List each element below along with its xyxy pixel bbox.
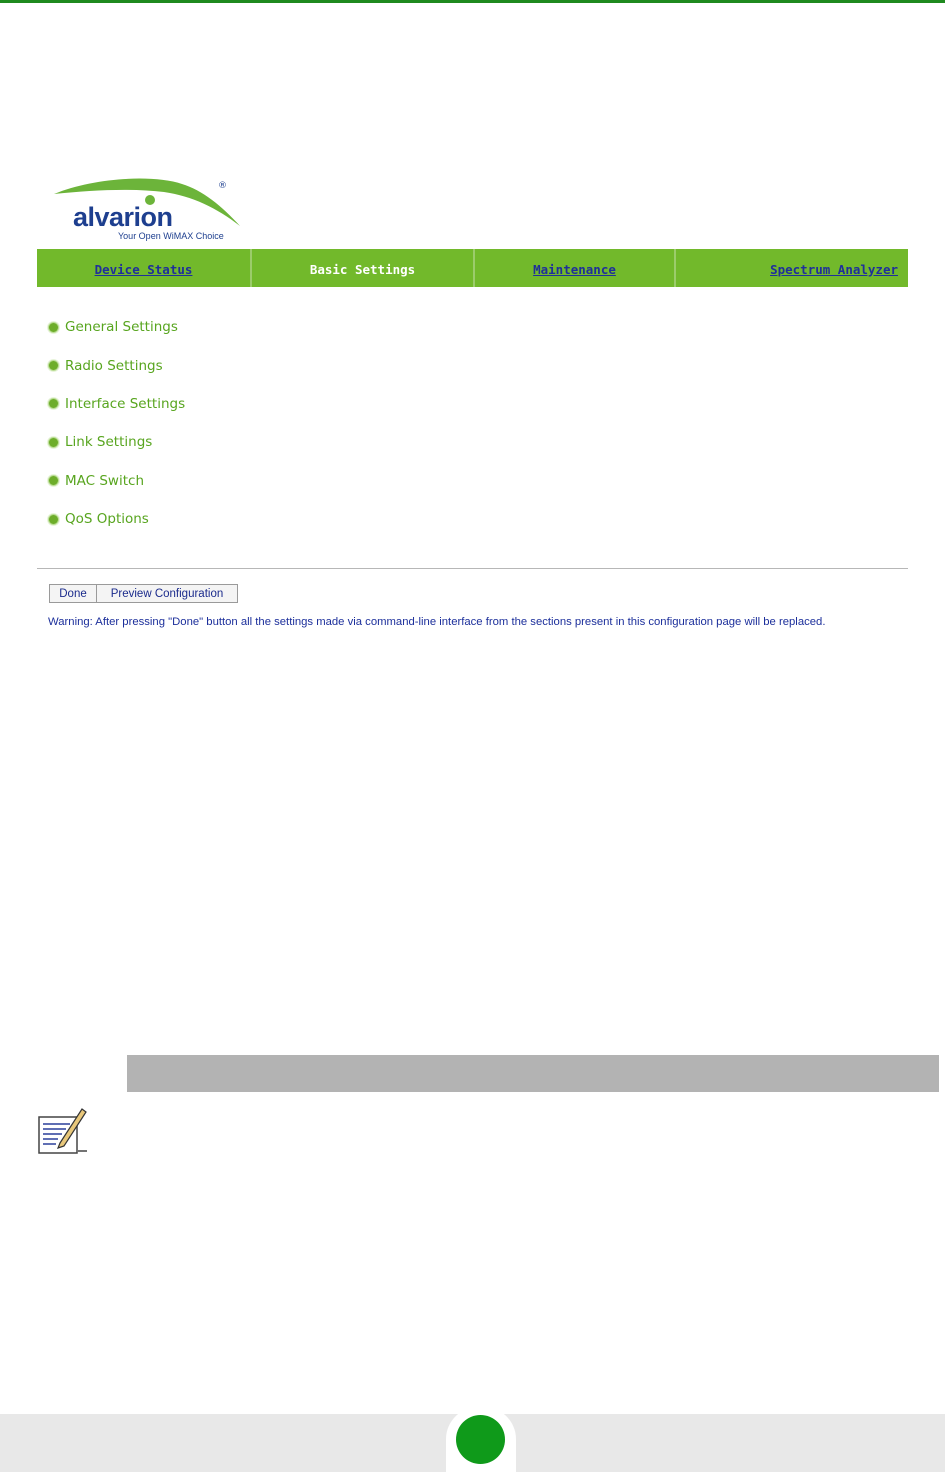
bullet-icon: [48, 437, 59, 448]
menu-item-label: Radio Settings: [65, 357, 163, 374]
preview-configuration-button[interactable]: Preview Configuration: [97, 584, 238, 603]
top-rule: [0, 0, 945, 3]
bullet-icon: [48, 475, 59, 486]
menu-item-label: Interface Settings: [65, 395, 186, 412]
settings-menu: [48, 312, 185, 542]
warning-text: Warning: After pressing "Done" button all the settings made via command-line interface from the sections present in this configuration page will be replaced.: [48, 616, 826, 628]
logo-registered-mark: ®: [218, 181, 227, 191]
menu-item-label: Link Settings: [65, 434, 153, 451]
tab-basic-settings[interactable]: Basic Settings: [252, 249, 475, 287]
tab-device-status[interactable]: Device Status: [37, 249, 252, 287]
bullet-icon: [48, 514, 59, 525]
bullet-icon: [48, 322, 59, 333]
menu-item-radio-settings[interactable]: [48, 350, 185, 388]
menu-item-interface-settings[interactable]: [48, 389, 185, 427]
menu-item-label: MAC Switch: [65, 472, 144, 489]
tab-spectrum-analyzer[interactable]: Spectrum Analyzer: [770, 261, 898, 277]
page-marker-circle: [456, 1415, 505, 1464]
bullet-icon: [48, 398, 59, 409]
menu-item-general-settings[interactable]: [48, 312, 185, 350]
logo-tagline: Your Open WiMAX Choice: [118, 231, 224, 241]
bullet-icon: [48, 360, 59, 371]
note-header-bar: [127, 1055, 939, 1092]
note-pencil-icon: [38, 1105, 88, 1155]
menu-item-mac-switch[interactable]: [48, 466, 185, 504]
main-nav: [37, 249, 908, 287]
menu-item-link-settings[interactable]: [48, 427, 185, 465]
menu-item-label: General Settings: [65, 319, 178, 336]
tab-maintenance[interactable]: Maintenance: [475, 249, 676, 287]
logo-wordmark: alvarion: [73, 202, 173, 232]
menu-item-label: QoS Options: [65, 511, 149, 528]
divider: [37, 568, 908, 569]
menu-item-qos-options[interactable]: [48, 504, 185, 542]
action-buttons: [49, 584, 238, 603]
done-button[interactable]: Done: [49, 584, 97, 603]
